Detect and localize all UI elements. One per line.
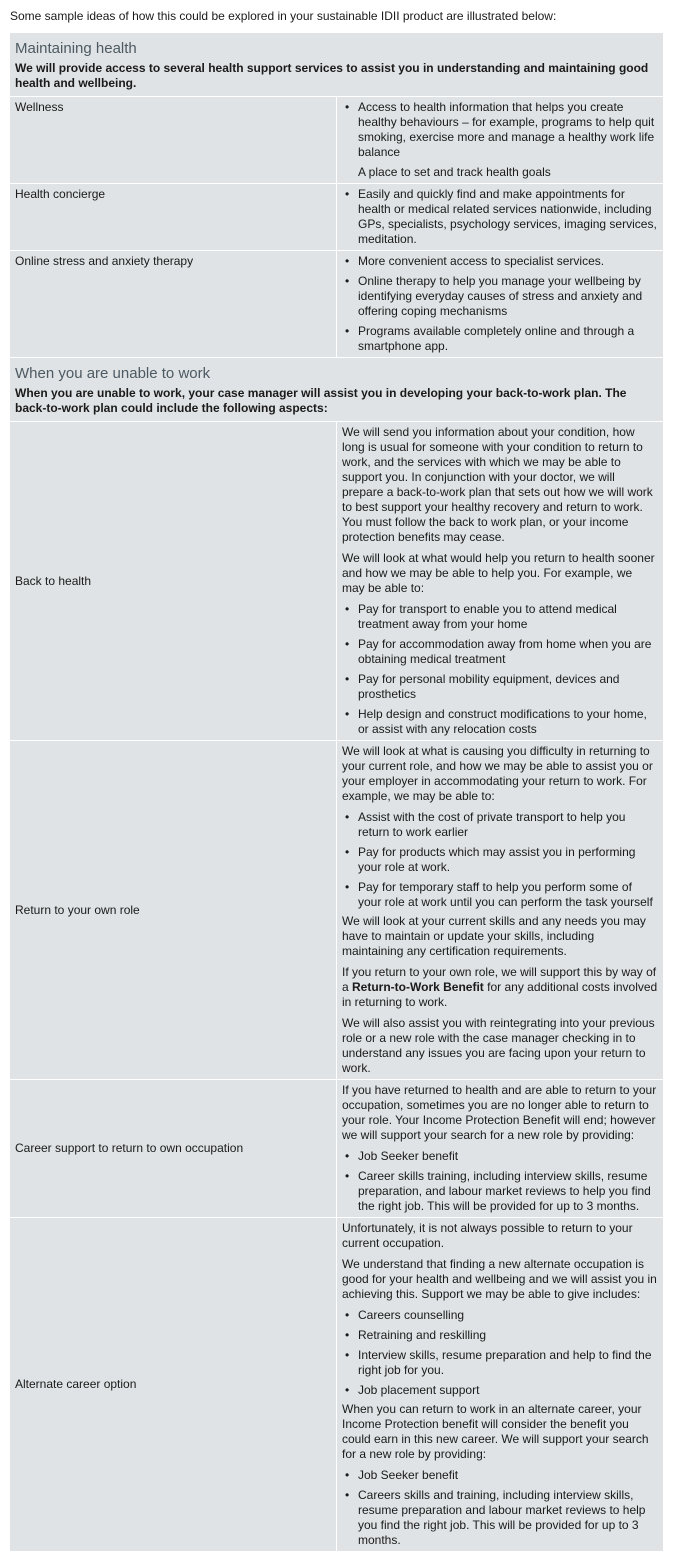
list-item: • Pay for personal mobility equipment, devices and prosthetics [342, 672, 658, 702]
row-content [337, 1218, 664, 1552]
section-lead: When you are unable to work, your case manager will assist you in developing your back-to-work plan. The back-to-work plan could include the following aspects: [15, 386, 627, 415]
list-item: • Job Seeker benefit [342, 1468, 658, 1483]
row-content [337, 1080, 664, 1218]
section-title: Maintaining health [15, 40, 137, 57]
list-item: • Careers counselling [342, 1308, 658, 1323]
list-item: • Interview skills, resume preparation and help to find the right job for you. [342, 1348, 658, 1378]
section-lead: We will provide access to several health support services to assist you in understanding and maintaining good health and wellbeing. [15, 61, 649, 90]
list-item: • Help design and construct modifications to your home, or assist with any relocation costs [342, 707, 658, 737]
table-row-alternate-career [10, 1218, 664, 1552]
table-row-career-support [10, 1080, 664, 1218]
benefit-name: Return-to-Work Benefit [352, 980, 484, 994]
row-content [337, 251, 664, 358]
table-row-return-to-own-role [10, 741, 664, 1080]
row-label: Health concierge [10, 184, 337, 251]
section-header-maintaining-health [10, 33, 664, 97]
list-item: • Retraining and reskilling [342, 1328, 658, 1343]
row-content [337, 97, 664, 184]
paragraph: If you have returned to health and are able to return to your occupation, sometimes you are no longer able to return to your role. Your Income Protection Benefit will end; however we will support your search for a new role by providing: [342, 1083, 657, 1142]
intro-text: Some sample ideas of how this could be explored in your sustainable IDII product are illustrated below: [10, 9, 557, 23]
bullet-list [342, 254, 658, 354]
list-item: • Careers skills and training, including interview skills, resume preparation and labour market reviews to help you find the right job. This will be provided for up to 3 months. [342, 1488, 658, 1548]
row-content [337, 422, 664, 741]
bullet-list [342, 100, 658, 160]
bullet-list [342, 1308, 658, 1398]
list-item: • Assist with the cost of private transport to help you return to work earlier [342, 810, 658, 840]
section-header-unable-to-work [10, 358, 664, 422]
paragraph [342, 965, 658, 1010]
table-row-health-concierge [10, 184, 664, 251]
row-label: Back to health [10, 422, 337, 741]
list-item: • Online therapy to help you manage your wellbeing by identifying everyday causes of stress and anxiety and offering coping mechanisms [342, 274, 658, 319]
bullet-list [342, 1468, 658, 1548]
paragraph: We understand that finding a new alternate occupation is good for your health and wellbeing and we will assist you in achieving this. Support we may be able to give includes: [342, 1257, 657, 1301]
table-row-wellness [10, 97, 664, 184]
list-item: • Career skills training, including interview skills, resume preparation, and labour market reviews to help you find the right job. This will be provided for up to 3 months. [342, 1169, 658, 1214]
paragraph: We will look at what would help you return to health sooner and how we may be able to help you. For example, we may be able to: [342, 551, 655, 595]
list-item: • Pay for temporary staff to help you perform some of your role at work until you can perform the task yourself [342, 880, 658, 910]
table-row-online-stress-therapy [10, 251, 664, 358]
paragraph: When you can return to work in an alternate career, your Income Protection benefit will consider the benefit you could earn in this new career. We will support your search for a new role by providing: [342, 1402, 649, 1461]
paragraph: Unfortunately, it is not always possible to return to your current occupation. [342, 1221, 633, 1250]
paragraph: We will look at your current skills and any needs you may have to maintain or update your skills, including maintaining any certification requirements. [342, 914, 646, 958]
row-content [337, 741, 664, 1080]
paragraph: We will also assist you with reintegrating into your previous role or a new role with the case manager checking in to understand any issues you are facing upon your return to work. [342, 1016, 655, 1075]
list-item: • Pay for products which may assist you in performing your role at work. [342, 845, 658, 875]
bullet-list [342, 187, 658, 247]
text: for any additional costs involved in returning to work. [342, 980, 658, 1009]
table-row-back-to-health [10, 422, 664, 741]
list-item: • Programs available completely online and through a smartphone app. [342, 324, 658, 354]
list-item: • Job Seeker benefit [342, 1149, 658, 1164]
row-label: Return to your own role [10, 741, 337, 1080]
list-item: • Pay for accommodation away from home when you are obtaining medical treatment [342, 637, 658, 667]
row-label: Career support to return to own occupation [10, 1080, 337, 1218]
section-title: When you are unable to work [15, 365, 211, 382]
row-content [337, 184, 664, 251]
list-item: • Pay for transport to enable you to attend medical treatment away from your home [342, 602, 658, 632]
bullet-list [342, 810, 658, 910]
benefits-table [9, 32, 664, 1552]
list-item: • Easily and quickly find and make appointments for health or medical related services nationwide, including GPs, specialists, psychology services, imaging services, meditation. [342, 187, 658, 247]
paragraph: We will send you information about your condition, how long is usual for someone with your condition to return to work, and the services with which we may be able to support you. In conjunction with your doctor, we will prepare a back-to-work plan that sets out how we will work to best support your healthy recovery and return to work. You must follow the back to work plan, or your income protection benefits may cease. [342, 425, 653, 544]
row-label: Wellness [10, 97, 337, 184]
bullet-list [342, 1149, 658, 1214]
bullet-list [342, 602, 658, 737]
row-label: Alternate career option [10, 1218, 337, 1552]
list-item: • Job placement support [342, 1383, 658, 1398]
row-label: Online stress and anxiety therapy [10, 251, 337, 358]
list-item: • More convenient access to specialist services. [342, 254, 658, 269]
text: If you return to your own role, we will support this by way of a [342, 965, 657, 994]
paragraph: We will look at what is causing you difficulty in returning to your current role, and how we may be able to assist you or your employer in accommodating your return to work. For example, we may be able to: [342, 744, 653, 803]
list-item: • Access to health information that helps you create healthy behaviours – for example, programs to help quit smoking, exercise more and manage a healthy work life balance [342, 100, 658, 160]
list-item-plain: A place to set and track health goals [358, 165, 551, 179]
